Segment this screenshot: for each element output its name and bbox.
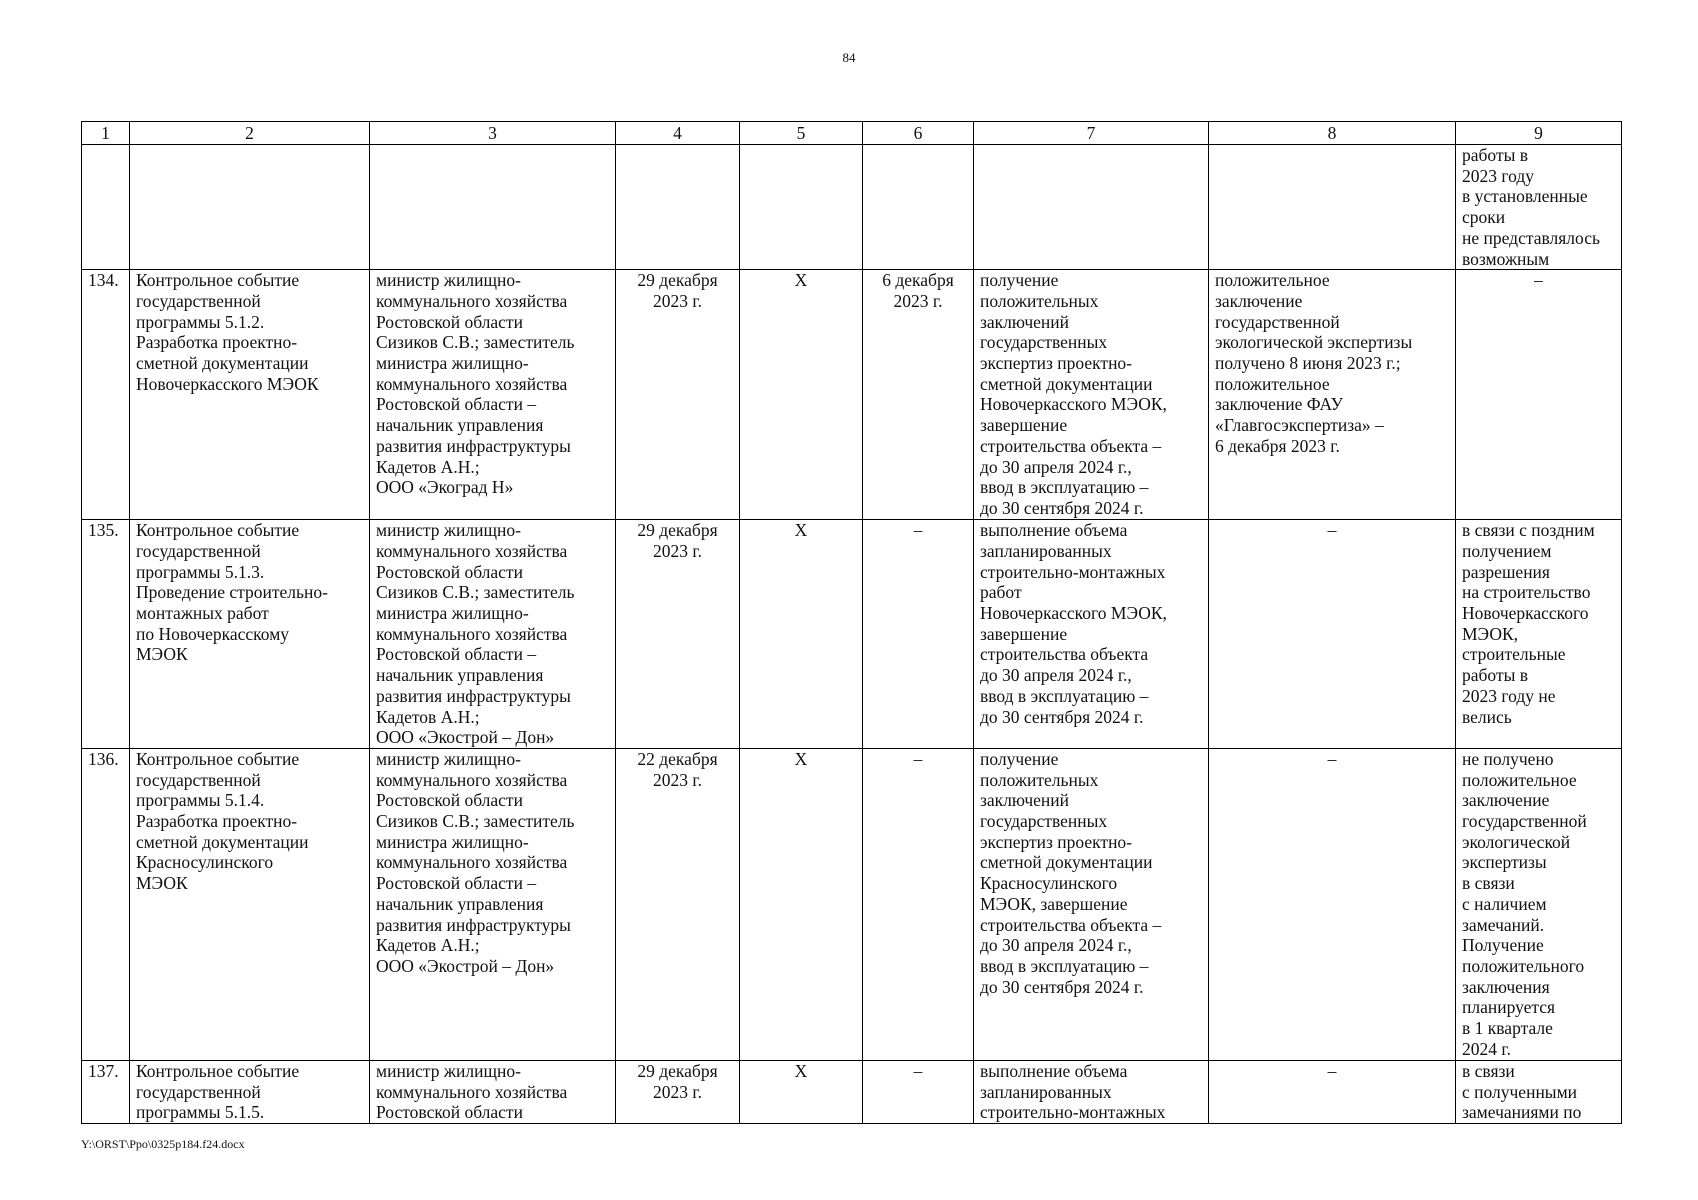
planned-date-cell: 29 декабря 2023 г. (616, 270, 740, 520)
column-header: 2 (130, 122, 370, 145)
column-header: 4 (616, 122, 740, 145)
row-number-cell: 136. (82, 748, 130, 1060)
table-header-row (82, 122, 1622, 145)
col5-cell: Х (740, 270, 863, 520)
expected-result-cell (974, 145, 1209, 270)
row-number-cell (82, 145, 130, 270)
expected-result-cell: получение положительных заключений государственных экспертиз проектно- сметной документации Красносулинского МЭОК, завершение строительства объекта – до 30 апреля 2024 г., ввод в эксплуатацию – до 30 сентября 2024 г. (974, 748, 1209, 1060)
actual-date-cell: – (863, 520, 974, 749)
table-row (82, 520, 1622, 749)
table-row (82, 1060, 1622, 1123)
responsible-cell: министр жилищно- коммунального хозяйства Ростовской области Сизиков С.В.; заместитель министра жилищно- коммунального хозяйства Ростовской области – начальник управления развития инфраструктуры Кадетов А.Н.; ООО «Экоград Н» (370, 270, 616, 520)
column-header: 7 (974, 122, 1209, 145)
event-cell: Контрольное событие государственной программы 5.1.2. Разработка проектно- сметной документации Новочеркасского МЭОК (130, 270, 370, 520)
responsible-cell: министр жилищно- коммунального хозяйства Ростовской области (370, 1060, 616, 1123)
file-path-footer: Y:\ORST\Ppo\0325p184.f24.docx (81, 1137, 245, 1151)
actual-result-cell: положительное заключение государственной экологической экспертизы получено 8 июня 2023 г.; положительное заключение ФАУ «Главгосэкспертиза» – 6 декабря 2023 г. (1209, 270, 1456, 520)
expected-result-cell: выполнение объема запланированных строительно-монтажных (974, 1060, 1209, 1123)
planned-date-cell: 22 декабря 2023 г. (616, 748, 740, 1060)
column-header: 1 (82, 122, 130, 145)
col5-cell (740, 145, 863, 270)
reason-cell: работы в 2023 году в установленные сроки не представлялось возможным (1456, 145, 1622, 270)
actual-date-cell (863, 145, 974, 270)
table-row (82, 145, 1622, 270)
table-row (82, 748, 1622, 1060)
actual-date-cell: – (863, 748, 974, 1060)
event-cell: Контрольное событие государственной программы 5.1.4. Разработка проектно- сметной документации Красносулинского МЭОК (130, 748, 370, 1060)
actual-result-cell: – (1209, 520, 1456, 749)
col5-cell: Х (740, 1060, 863, 1123)
col5-cell: Х (740, 748, 863, 1060)
planned-date-cell: 29 декабря 2023 г. (616, 520, 740, 749)
actual-date-cell: – (863, 1060, 974, 1123)
column-header: 5 (740, 122, 863, 145)
column-header: 9 (1456, 122, 1622, 145)
planned-date-cell: 29 декабря 2023 г. (616, 1060, 740, 1123)
event-cell: Контрольное событие государственной программы 5.1.5. (130, 1060, 370, 1123)
report-table (81, 121, 1622, 1124)
row-number-cell: 135. (82, 520, 130, 749)
event-cell (130, 145, 370, 270)
expected-result-cell: получение положительных заключений государственных экспертиз проектно- сметной документации Новочеркасского МЭОК, завершение строительства объекта – до 30 апреля 2024 г., ввод в эксплуатацию – до 30 сентября 2024 г. (974, 270, 1209, 520)
column-header: 8 (1209, 122, 1456, 145)
reason-cell: – (1456, 270, 1622, 520)
reason-cell: в связи с поздним получением разрешения на строительство Новочеркасского МЭОК, строительные работы в 2023 году не велись (1456, 520, 1622, 749)
row-number-cell: 137. (82, 1060, 130, 1123)
planned-date-cell (616, 145, 740, 270)
responsible-cell: министр жилищно- коммунального хозяйства Ростовской области Сизиков С.В.; заместитель министра жилищно- коммунального хозяйства Ростовской области – начальник управления развития инфраструктуры Кадетов А.Н.; ООО «Экострой – Дон» (370, 748, 616, 1060)
reason-cell: в связи с полученными замечаниями по (1456, 1060, 1622, 1123)
column-header: 6 (863, 122, 974, 145)
col5-cell: Х (740, 520, 863, 749)
responsible-cell: министр жилищно- коммунального хозяйства Ростовской области Сизиков С.В.; заместитель министра жилищно- коммунального хозяйства Ростовской области – начальник управления развития инфраструктуры Кадетов А.Н.; ООО «Экострой – Дон» (370, 520, 616, 749)
table-row (82, 270, 1622, 520)
actual-result-cell (1209, 145, 1456, 270)
column-header: 3 (370, 122, 616, 145)
row-number-cell: 134. (82, 270, 130, 520)
actual-date-cell: 6 декабря 2023 г. (863, 270, 974, 520)
expected-result-cell: выполнение объема запланированных строительно-монтажных работ Новочеркасского МЭОК, завершение строительства объекта до 30 апреля 2024 г., ввод в эксплуатацию – до 30 сентября 2024 г. (974, 520, 1209, 749)
actual-result-cell: – (1209, 748, 1456, 1060)
actual-result-cell: – (1209, 1060, 1456, 1123)
event-cell: Контрольное событие государственной программы 5.1.3. Проведение строительно- монтажных работ по Новочеркасскому МЭОК (130, 520, 370, 749)
responsible-cell (370, 145, 616, 270)
page-number: 84 (842, 50, 856, 65)
reason-cell: не получено положительное заключение государственной экологической экспертизы в связи с наличием замечаний. Получение положительного заключения планируется в 1 квартале 2024 г. (1456, 748, 1622, 1060)
